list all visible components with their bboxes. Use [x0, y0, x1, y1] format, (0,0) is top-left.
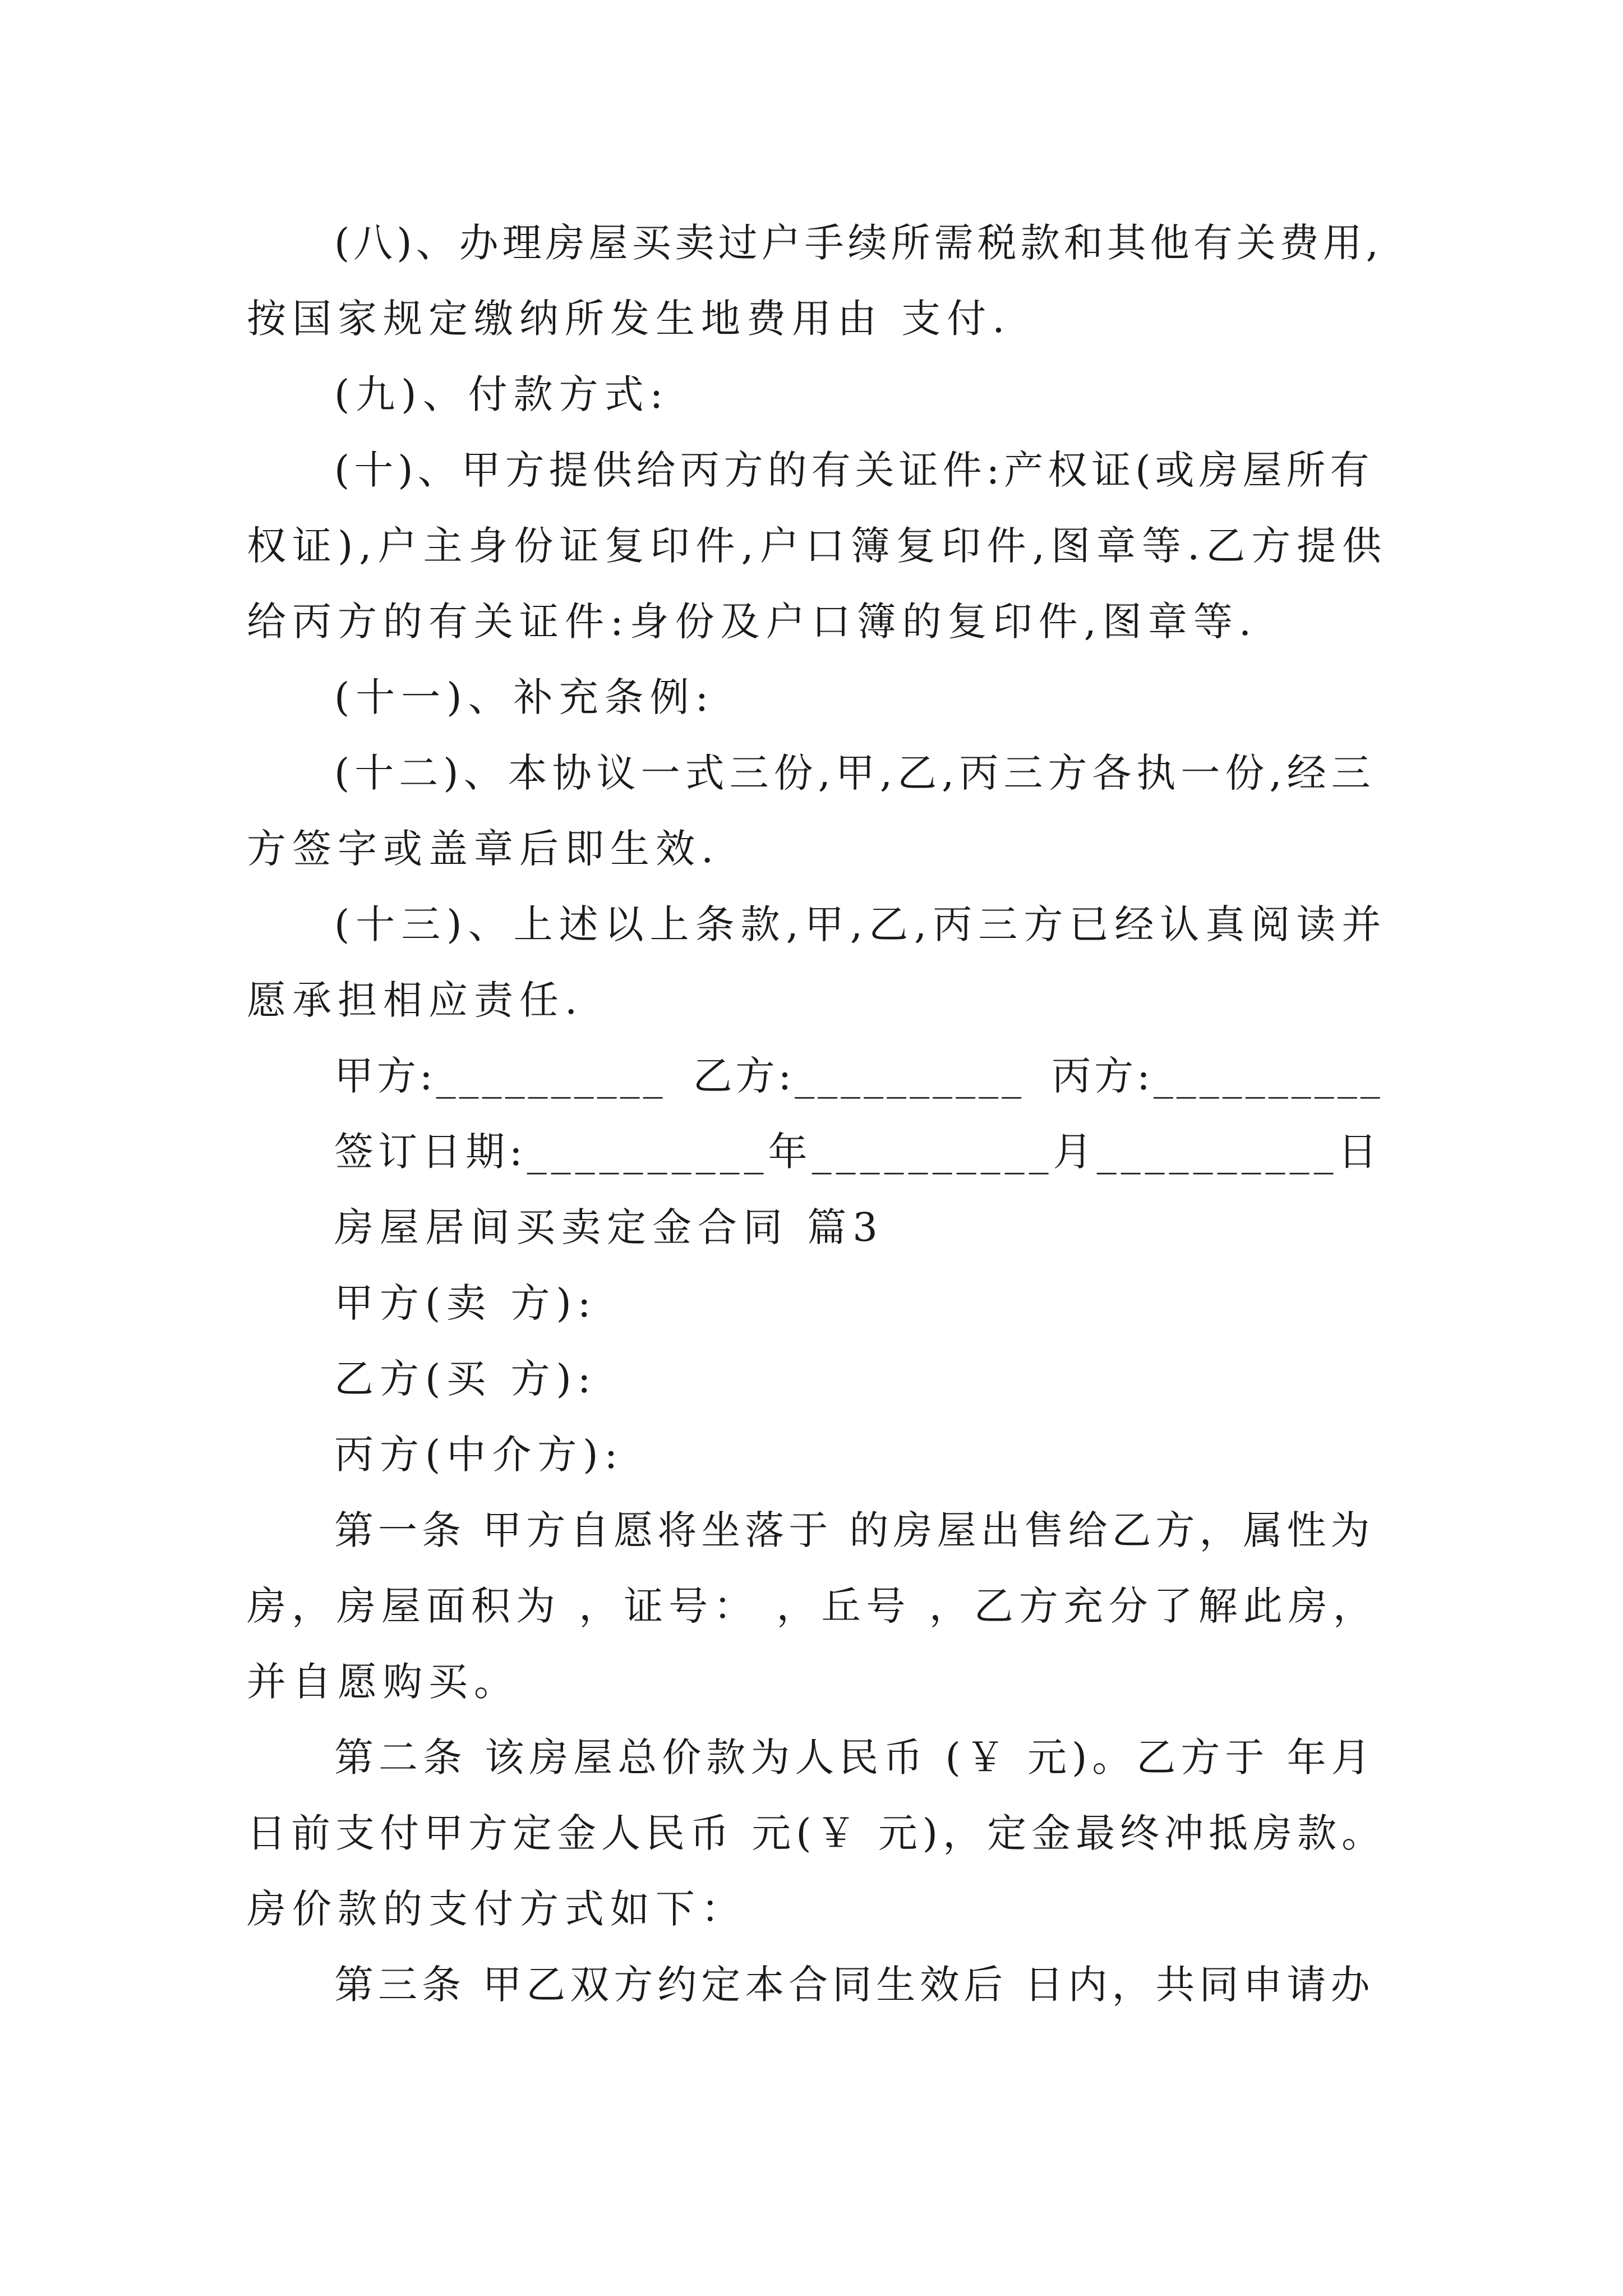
- section-title: 房屋居间买卖定金合同 篇3: [334, 1204, 884, 1250]
- article-1-line-3: 并自愿购买。: [247, 1659, 519, 1705]
- article-2-line-1: 第二条 该房屋总价款为人民币 (￥ 元)。乙方于 年月: [334, 1734, 1376, 1780]
- clause-13-line-1: (十三)、上述以上条款,甲,乙,丙三方已经认真阅读并: [334, 901, 1387, 947]
- article-3-line-1: 第三条 甲乙双方约定本合同生效后 日内，共同申请办: [334, 1962, 1375, 2008]
- party-a-signature: 甲方:__________: [334, 1053, 666, 1099]
- clause-12-line-1: (十二)、本协议一式三份,甲,乙,丙三方各执一份,经三: [334, 750, 1376, 796]
- clause-10-line-2: 权证),户主身份证复印件,户口簿复印件,图章等.乙方提供: [247, 523, 1388, 569]
- article-2-line-3: 房价款的支付方式如下：: [247, 1886, 746, 1932]
- party-c-signature: 丙方:__________: [1052, 1053, 1384, 1099]
- sign-date: 签订日期:__________年__________月__________日: [334, 1129, 1382, 1175]
- clause-10-line-1: (十)、甲方提供给丙方的有关证件:产权证(或房屋所有: [334, 447, 1374, 493]
- party-seller: 甲方(卖 方):: [334, 1280, 597, 1326]
- party-agent: 丙方(中介方):: [334, 1432, 624, 1478]
- party-buyer: 乙方(买 方):: [334, 1356, 597, 1402]
- clause-8-line-1: (八)、办理房屋买卖过户手续所需税款和其他有关费用,: [334, 220, 1382, 266]
- clause-11-line-1: (十一)、补充条例:: [334, 674, 715, 720]
- party-b-signature: 乙方:__________: [693, 1053, 1025, 1099]
- clause-8-line-2: 按国家规定缴纳所发生地费用由 支付.: [247, 296, 1011, 342]
- clause-10-line-3: 给丙方的有关证件:身份及户口簿的复印件,图章等.: [247, 599, 1258, 645]
- article-2-line-2: 日前支付甲方定金人民币 元(￥ 元)，定金最终冲抵房款。: [247, 1810, 1386, 1856]
- article-1-line-1: 第一条 甲方自愿将坐落于 的房屋出售给乙方，属性为: [334, 1507, 1375, 1553]
- clause-9-line-1: (九)、付款方式:: [334, 371, 670, 417]
- clause-13-line-2: 愿承担相应责任.: [247, 977, 584, 1023]
- article-1-line-2: 房，房屋面积为 ，证号： ，丘号 ，乙方充分了解此房，: [247, 1583, 1378, 1629]
- signature-row: [334, 1051, 1384, 1101]
- clause-12-line-2: 方签字或盖章后即生效.: [247, 826, 720, 872]
